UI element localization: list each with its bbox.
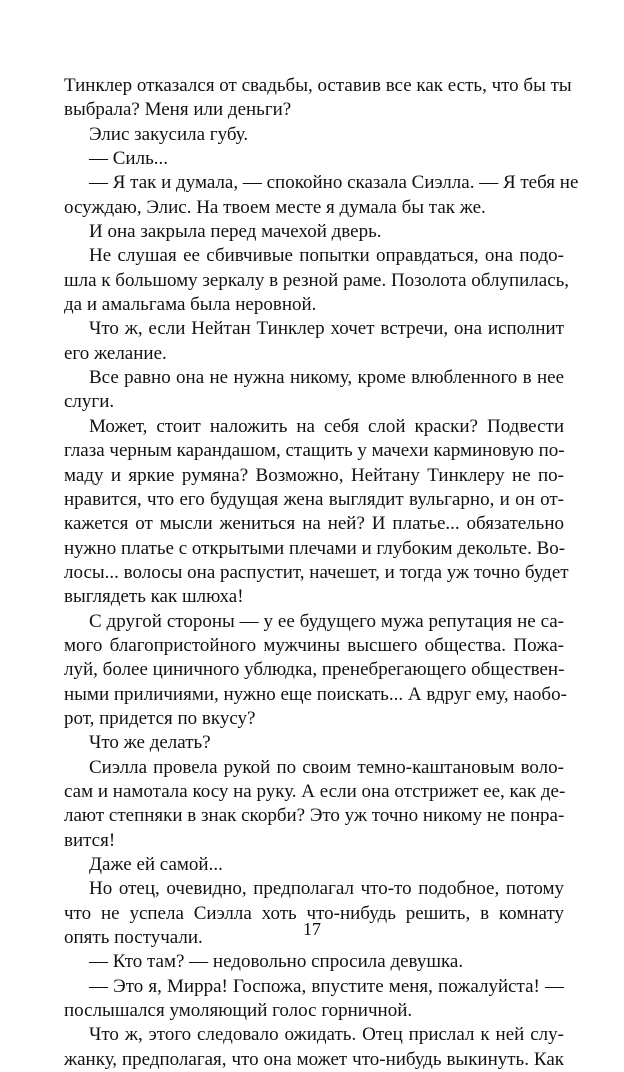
text-line: сам и намотала косу на руку. А если она отстрижет ее, как де- <box>64 780 566 802</box>
text-line: — Я так и думала, — спокойно сказала Сиэлла. — Я тебя не <box>89 172 579 194</box>
text-line: — Силь... <box>89 148 168 170</box>
text-line: слуги. <box>64 391 115 413</box>
text-line: нужно платье с открытыми плечами и глубоким декольте. Во- <box>64 537 566 559</box>
text-line: нравится, что его будущая жена выглядит вульгарно, и он от- <box>64 488 564 510</box>
text-line: его желание. <box>64 342 167 364</box>
text-line: жанку, предполагая, что она может что-нибудь выкинуть. Как <box>64 1048 564 1070</box>
text-line: опять постучали. <box>64 927 203 949</box>
text-line: Тинклер отказался от свадьбы, оставив все как есть, что бы ты <box>64 75 572 96</box>
text-line: выглядеть как шлюха! <box>64 586 244 608</box>
text-line: кажется от мысли жениться на ней? И платье... обязательно <box>64 513 564 535</box>
text-line: что не успела Сиэлла хоть что-нибудь решить, в комнату <box>64 902 564 924</box>
text-line: Не слушая ее сбивчивые попытки оправдаться, она подо- <box>89 245 564 267</box>
text-line: Даже ей самой... <box>89 854 223 875</box>
text-line: глаза черным карандашом, стащить у мачехи карминовую по- <box>64 440 565 462</box>
text-line: осуждаю, Элис. На твоем месте я думала бы так же. <box>64 196 486 218</box>
text-line: Что ж, этого следовало ожидать. Отец прислал к ней слу- <box>89 1024 564 1046</box>
text-line: выбрала? Меня или деньги? <box>64 99 292 121</box>
text-line: Что ж, если Нейтан Тинклер хочет встречи, она исполнит <box>89 318 564 340</box>
text-line: мого благопристойного мужчины высшего общества. Пожа- <box>64 634 564 656</box>
text-line: послышался умоляющий голос горничной. <box>64 1000 413 1022</box>
text-line: Элис закусила губу. <box>89 123 249 145</box>
text-line: луй, более циничного ублюдка, пренебрегающего обществен- <box>64 659 565 681</box>
text-line: шла к большому зеркалу в резной раме. Позолота облупилась, <box>64 269 570 291</box>
text-line: рот, придется по вкусу? <box>64 707 256 729</box>
text-line: лосы... волосы она распустит, начешет, и тогда уж точно будет <box>64 561 569 583</box>
text-line: да и амальгама была неровной. <box>64 294 317 316</box>
text-line: — Кто там? — недовольно спросила девушка. <box>89 951 464 973</box>
text-line: Что же делать? <box>89 732 211 754</box>
text-line: С другой стороны — у ее будущего мужа репутация не са- <box>89 610 564 632</box>
page-number: 17 <box>303 919 321 939</box>
text-line: маду и яркие румяна? Возможно, Нейтану Тинклеру не по- <box>64 464 564 486</box>
text-line: Может, стоит наложить на себя слой краски? Подвести <box>89 415 564 437</box>
text-line: — Это я, Мирра! Госпожа, впустите меня, пожалуйста! — <box>89 975 564 997</box>
text-line: И она закрыла перед мачехой дверь. <box>89 221 382 243</box>
text-line: вится! <box>64 829 116 851</box>
text-line: Но отец, очевидно, предполагал что-то подобное, потому <box>89 878 564 900</box>
text-line: Сиэлла провела рукой по своим темно-каштановым воло- <box>89 756 564 778</box>
text-line: лают степняки в знак скорби? Это уж точно никому не понра- <box>64 805 565 827</box>
text-line: ными приличиями, нужно еще поискать... А вдруг ему, наобо- <box>64 683 567 705</box>
text-line: Все равно она не нужна никому, кроме влюбленного в нее <box>89 367 564 389</box>
